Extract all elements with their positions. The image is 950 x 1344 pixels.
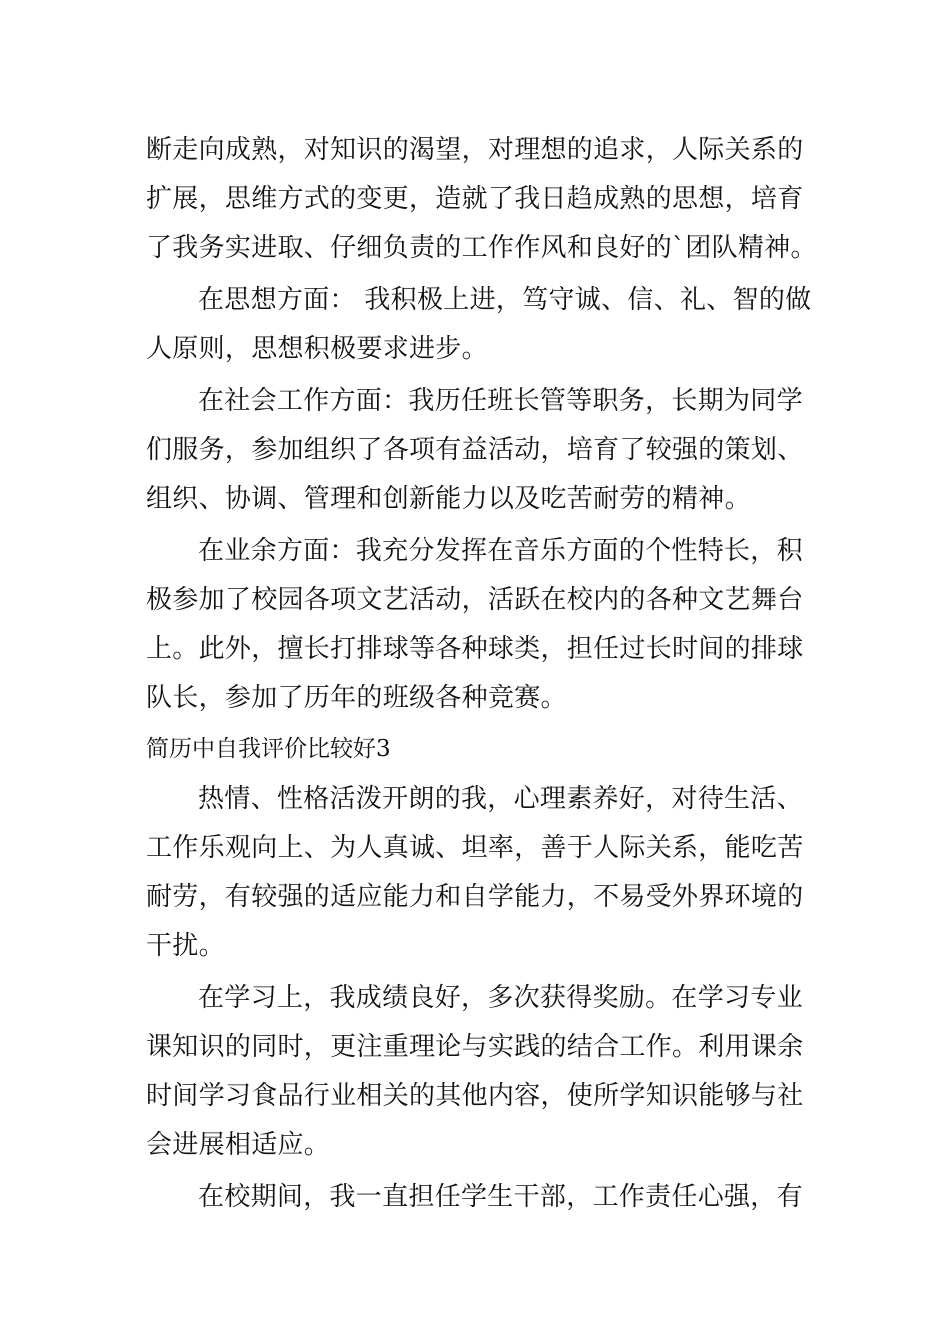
paragraph-start: 在学习上，我成绩良好，多次获得奖励。在学习专业 xyxy=(198,983,803,1013)
text-line: 会进展相适应。 xyxy=(146,1130,331,1160)
text-line: 了我务实进取、仔细负责的工作作风和良好的`团队精神。 xyxy=(146,233,817,263)
text-line: 极参加了校园各项文艺活动，活跃在校内的各种文艺舞台 xyxy=(146,585,804,615)
text-line: 课知识的同时，更注重理论与实践的结合工作。利用课余 xyxy=(146,1032,804,1062)
text-line: 扩展，思维方式的变更，造就了我日趋成熟的思想，培育 xyxy=(146,184,804,214)
paragraph-start: 热情、性格活泼开朗的我，心理素养好，对待生活、 xyxy=(198,784,803,814)
paragraph-start: 在校期间，我一直担任学生干部，工作责任心强，有 xyxy=(198,1182,803,1212)
paragraph-start: 在业余方面：我充分发挥在音乐方面的个性特长，积 xyxy=(198,536,803,566)
text-line: 干扰。 xyxy=(146,931,225,961)
text-line: 们服务，参加组织了各项有益活动，培育了较强的策划、 xyxy=(146,435,804,465)
section-heading: 简历中自我评价比较好3 xyxy=(146,736,391,762)
text-line: 时间学习食品行业相关的其他内容，使所学知识能够与社 xyxy=(146,1081,804,1111)
text-line: 耐劳，有较强的适应能力和自学能力，不易受外界环境的 xyxy=(146,882,804,912)
text-line: 断走向成熟，对知识的渴望，对理想的追求，人际关系的 xyxy=(146,135,804,165)
text-line: 组织、协调、管理和创新能力以及吃苦耐劳的精神。 xyxy=(146,484,751,514)
text-line: 上。此外，擅长打排球等各种球类，担任过长时间的排球 xyxy=(146,634,804,664)
paragraph-start: 在社会工作方面：我历任班长管等职务，长期为同学 xyxy=(198,386,803,416)
text-line: 队长，参加了历年的班级各种竞赛。 xyxy=(146,683,567,713)
text-line: 工作乐观向上、为人真诚、坦率，善于人际关系，能吃苦 xyxy=(146,833,804,863)
text-line: 人原则，思想积极要求进步。 xyxy=(146,334,488,364)
paragraph-start: 在思想方面： 我积极上进，笃守诚、信、礼、智的做 xyxy=(198,285,812,315)
